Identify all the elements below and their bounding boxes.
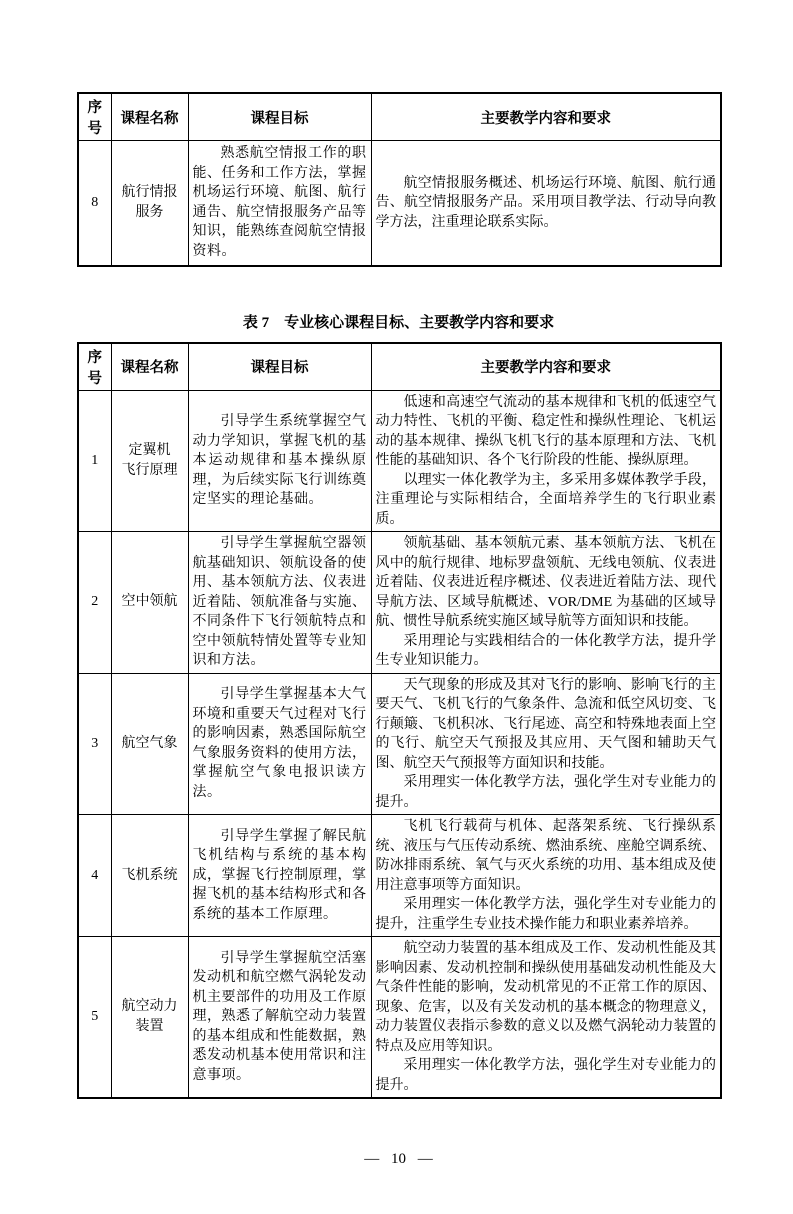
course-name-line: 飞行原理 bbox=[121, 462, 178, 478]
course-name-cell bbox=[111, 937, 188, 1099]
course-goal-cell bbox=[188, 815, 371, 937]
course-name-line: 航行情报 bbox=[121, 184, 178, 200]
course-goal-cell bbox=[188, 141, 371, 266]
teaching-content-cell bbox=[371, 937, 721, 1099]
course-goal-cell bbox=[188, 390, 371, 532]
header-course-goal: 课程目标 bbox=[188, 93, 371, 141]
row-no-cell: 2 bbox=[78, 532, 111, 674]
goal-paragraph: 引导学生掌握基本大气环境和重要天气过程对飞行的影响因素，熟悉国际航空气象服务资料的使用方法，掌握航空气象电报识读方法。 bbox=[192, 687, 367, 800]
row-no-cell: 3 bbox=[78, 673, 111, 815]
teaching-content-cell bbox=[371, 673, 721, 815]
header-course-name: 课程名称 bbox=[111, 343, 188, 391]
goal-paragraph: 引导学生掌握航空活塞发动机和航空燃气涡轮发动机主要部件的功用及工作原理，熟悉了解航空动力装置的基本组成和性能数据，熟悉发动机基本使用常识和注意事项。 bbox=[192, 950, 367, 1083]
course-name-cell bbox=[111, 815, 188, 937]
course-name-line: 航空动力 bbox=[121, 999, 178, 1014]
course-name-line: 飞机系统 bbox=[121, 867, 178, 883]
row-no-cell: 1 bbox=[78, 390, 111, 532]
table-row bbox=[78, 141, 721, 266]
page-number: — 10 — bbox=[364, 1151, 433, 1167]
content-paragraph: 采用理实一体化教学方法，强化学生对专业能力的提升。 bbox=[375, 1058, 716, 1093]
header-teaching-content: 主要教学内容和要求 bbox=[371, 343, 721, 391]
table-header-row bbox=[78, 343, 721, 391]
course-name-line: 航空气象 bbox=[121, 735, 178, 751]
content-paragraph: 领航基础、基本领航元素、基本领航方法、飞机在风中的航行规律、地标罗盘领航、无线电领航、仪表进近着陆、仪表进近程序概述、仪表进近着陆方法、现代导航方法、区域导航概述、VOR/DME 为基础的区域导航、惯性导航系统实施区域导航等方面知识和技能。 bbox=[375, 536, 716, 629]
content-paragraph: 采用理实一体化教学方法，强化学生对专业能力的提升，注重学生专业技术操作能力和职业素养培养。 bbox=[375, 897, 716, 932]
goal-paragraph: 引导学生系统掌握空气动力学知识，掌握飞机的基本运动规律和基本操纵原理，为后续实际飞行训练奠定坚实的理论基础。 bbox=[192, 414, 367, 507]
table-row bbox=[78, 937, 721, 1099]
table-header-row bbox=[78, 93, 721, 141]
content-paragraph: 以理实一体化教学为主，多采用多媒体教学手段，注重理论与实际相结合，全面培养学生的飞行职业素质。 bbox=[375, 472, 716, 527]
goal-paragraph: 引导学生掌握航空器领航基础知识、领航设备的使用、基本领航方法、仪表进近着陆、领航准备与实施、不同条件下飞行领航特点和空中领航特情处置等专业知识和方法。 bbox=[192, 536, 367, 668]
header-teaching-content: 主要教学内容和要求 bbox=[371, 93, 721, 141]
content-paragraph: 飞机飞行载荷与机体、起落架系统、飞行操纵系统、液压与气压传动系统、燃油系统、座舱空调系统、防冰排雨系统、氧气与灭火系统的功用、基本组成及使用注意事项等方面知识。 bbox=[375, 819, 716, 893]
content-paragraph: 采用理论与实践相结合的一体化教学方法，提升学生专业知识能力。 bbox=[375, 633, 716, 668]
row-no-cell: 4 bbox=[78, 815, 111, 937]
content-paragraph: 航空情报服务概述、机场运行环境、航图、航行通告、航空情报服务产品。采用项目教学法、行动导向教学方法，注重理论联系实际。 bbox=[375, 175, 716, 230]
document-page bbox=[0, 92, 793, 1214]
course-name-line: 装置 bbox=[135, 1019, 164, 1034]
table-row bbox=[78, 673, 721, 815]
table-row bbox=[78, 815, 721, 937]
course-name-line: 空中领航 bbox=[121, 594, 178, 610]
course-name-cell bbox=[111, 390, 188, 532]
goal-paragraph: 引导学生掌握了解民航飞机结构与系统的基本构成，掌握飞行控制原理，掌握飞机的基本结构形式和各系统的基本工作原理。 bbox=[192, 828, 367, 922]
course-goal-cell bbox=[188, 673, 371, 815]
header-seq-no: 序号 bbox=[78, 343, 111, 391]
row-no-cell: 8 bbox=[78, 141, 111, 266]
course-name-cell bbox=[111, 141, 188, 266]
header-course-name: 课程名称 bbox=[111, 93, 188, 141]
course-goal-cell bbox=[188, 532, 371, 674]
row-no-cell: 5 bbox=[78, 937, 111, 1099]
teaching-content-cell bbox=[371, 390, 721, 532]
course-goal-cell bbox=[188, 937, 371, 1099]
course-name-cell bbox=[111, 532, 188, 674]
teaching-content-cell bbox=[371, 141, 721, 266]
content-paragraph: 低速和高速空气流动的基本规律和飞机的低速空气动力特性、飞机的平衡、稳定性和操纵性理论、飞机运动的基本规律、操纵飞机飞行的基本原理和方法、飞机性能的基础知识、各个飞行阶段的性能、操纵原理。 bbox=[375, 394, 716, 468]
table-row bbox=[78, 532, 721, 674]
table-row bbox=[78, 390, 721, 532]
course-name-cell bbox=[111, 673, 188, 815]
core-course-table bbox=[77, 342, 722, 1100]
goal-paragraph: 熟悉航空情报工作的职能、任务和工作方法，掌握机场运行环境、航图、航行通告、航空情报服务产品等知识，能熟练查阅航空情报资料。 bbox=[192, 146, 367, 259]
table7-title: 表 7 专业核心课程目标、主要教学内容和要求 bbox=[242, 314, 555, 331]
header-seq-no: 序号 bbox=[78, 93, 111, 141]
content-paragraph: 天气现象的形成及其对飞行的影响、影响飞行的主要天气、飞机飞行的气象条件、急流和低空风切变、飞行颠簸、飞机积冰、飞行尾迹、高空和特殊地表面上空的飞行、航空天气预报及其应用、天气图和辅助天气图、航空天气预报等方面知识和技能。 bbox=[375, 677, 716, 771]
header-course-goal: 课程目标 bbox=[188, 343, 371, 391]
course-name-line: 定翼机 bbox=[128, 442, 171, 458]
teaching-content-cell bbox=[371, 815, 721, 937]
content-paragraph: 采用理实一体化教学方法，强化学生对专业能力的提升。 bbox=[375, 775, 716, 810]
course-table-continued bbox=[77, 92, 722, 267]
teaching-content-cell bbox=[371, 532, 721, 674]
course-name-line: 服务 bbox=[135, 204, 164, 220]
content-paragraph: 航空动力装置的基本组成及工作、发动机性能及其影响因素、发动机控制和操纵使用基础发动机性能及大气条件性能的影响，发动机常见的不正常工作的原因、现象、危害，以及有关发动机的基本概念的物理意义，动力装置仪表指示参数的意义以及燃气涡轮动力装置的特点及应用等知识。 bbox=[375, 941, 716, 1054]
